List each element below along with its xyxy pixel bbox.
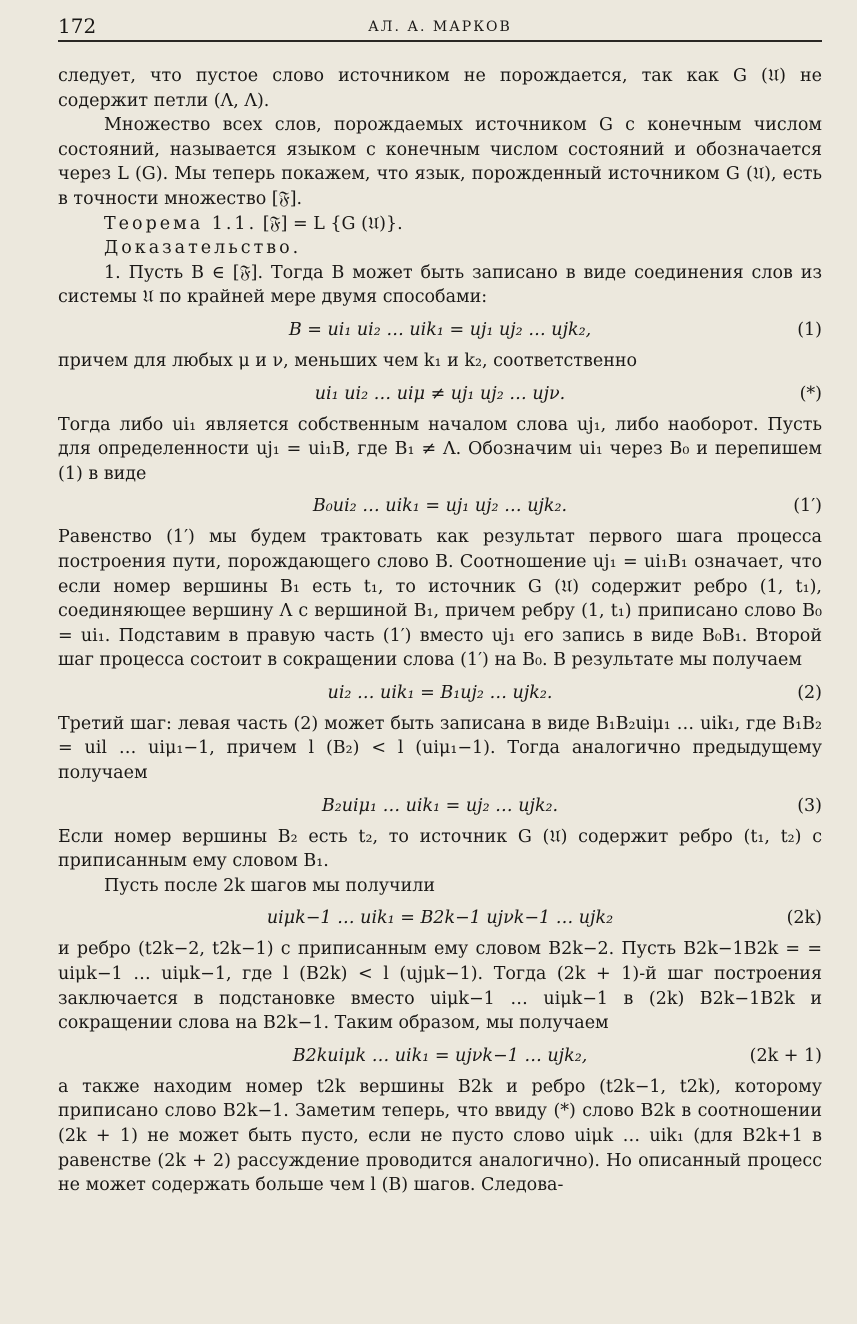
- equation-number: (*): [799, 383, 822, 404]
- paragraph: Если номер вершины B₂ есть t₂, то источник G (𝔘) содержит ребро (t₁, t₂) с приписанным ему словом B₁.: [58, 826, 822, 872]
- paragraph: а также находим номер t2k вершины B2k и ребро (t2k−1, t2k), которому приписано слово B2k−1. Заметим теперь, что ввиду (*) слово B2k в соотношении (2k + 1) не может быть пусто, если не пусто слово uiμk … uik₁ (для B2k+1 в равенстве (2k + 2) рассуждение проводится аналогично). Но описанный процесс не может содержать больше чем l (B) шагов. Следова-: [58, 1076, 822, 1196]
- page-header: [58, 10, 822, 42]
- equation-number: (3): [797, 795, 822, 816]
- equation: [58, 488, 822, 522]
- equation-number: (2k + 1): [749, 1045, 822, 1066]
- proof-label: Доказательство.: [104, 238, 302, 259]
- equation: [58, 312, 822, 346]
- equation-number: (2): [797, 682, 822, 703]
- paragraph: Третий шаг: левая часть (2) может быть записана в виде B₁B₂uiμ₁ … uik₁, где B₁B₂ = uil … uiμ₁−1, причем l (B₂) < l (uiμ₁−1). Тогда аналогично предыдущему получаем: [58, 713, 822, 784]
- equation-body: B2kuiμk … uik₁ = ujνk−1 … ujk₂,: [292, 1045, 588, 1066]
- paragraph: Равенство (1′) мы будем трактовать как результат первого шага процесса построения пути, порождающего слово B. Соотношение uj₁ = ui₁B₁ означает, что если номер вершины B₁ есть t₁, то источник G (𝔘) содержит ребро (1, t₁), соединяющее вершину Λ с вершиной B₁, причем ребру (1, t₁) приписано слово B₀ = ui₁. Подставим в правую часть (1′) вместо uj₁ его запись в виде B₀B₁. Второй шаг процесса состоит в сокращении слова (1′) на B₀. В результате мы получаем: [58, 527, 822, 671]
- page-body: [58, 64, 822, 1198]
- equation: [58, 900, 822, 934]
- running-head: АЛ. А. МАРКОВ: [368, 19, 512, 35]
- equation-number: (2k): [786, 908, 822, 929]
- equation-body: ui₂ … uik₁ = B₁uj₂ … ujk₂.: [327, 682, 553, 703]
- paragraph: Пусть после 2k шагов мы получили: [104, 875, 436, 896]
- equation: [58, 788, 822, 822]
- paragraph: причем для любых μ и ν, меньших чем k₁ и k₂, соответственно: [58, 350, 638, 371]
- equation: [58, 675, 822, 709]
- theorem: [58, 212, 822, 237]
- paragraph: 1. Пусть B ∈ [𝔉]. Тогда B может быть записано в виде соединения слов из системы 𝔘 по крайней мере двумя способами:: [58, 262, 822, 308]
- paragraph: и ребро (t2k−2, t2k−1) с приписанным ему словом B2k−2. Пусть B2k−1B2k = = uiμk−1 … uiμk−1, где l (B2k) < l (ujμk−1). Тогда (2k + 1)-й шаг построения заключается в подстановке вместо uiμk−1 … uiμk−1 в (2k) B2k−1B2k и сокращении слова на B2k−1. Таким образом, мы получаем: [58, 939, 822, 1034]
- equation-body: uiμk−1 … uik₁ = B2k−1 ujνk−1 … ujk₂: [266, 908, 614, 929]
- paragraph: следует, что пустое слово источником не порождается, так как G (𝔘) не содержит петли (Λ, Λ).: [58, 66, 822, 111]
- equation-number: (1′): [793, 496, 822, 517]
- paragraph: Тогда либо ui₁ является собственным началом слова uj₁, либо наоборот. Пусть для определенности uj₁ = ui₁B, где B₁ ≠ Λ. Обозначим ui₁ через B₀ и перепишем (1) в виде: [58, 414, 822, 484]
- equation: [58, 376, 822, 410]
- header-rule: [58, 40, 822, 42]
- equation-body: B = ui₁ ui₂ … uik₁ = uj₁ uj₂ … ujk₂,: [288, 319, 592, 340]
- equation-number: (1): [797, 319, 822, 340]
- equation-body: B₀ui₂ … uik₁ = uj₁ uj₂ … ujk₂.: [312, 496, 568, 517]
- equation-body: ui₁ ui₂ … uiμ ≠ uj₁ uj₂ … ujν.: [314, 383, 566, 404]
- equation: [58, 1038, 822, 1072]
- paragraph: Множество всех слов, порождаемых источником G с конечным числом состояний, называется языком с конечным числом состояний и обозначается через L (G). Мы теперь покажем, что язык, порожденный источником G (𝔘), есть в точности множество [𝔉].: [58, 115, 822, 209]
- theorem-label: Теорема 1.1.: [104, 213, 258, 234]
- equation-body: B₂uiμ₁ … uik₁ = uj₂ … ujk₂.: [321, 795, 559, 816]
- theorem-statement: [𝔉] = L {G (𝔘)}.: [262, 213, 403, 234]
- page-number: 172: [58, 14, 97, 38]
